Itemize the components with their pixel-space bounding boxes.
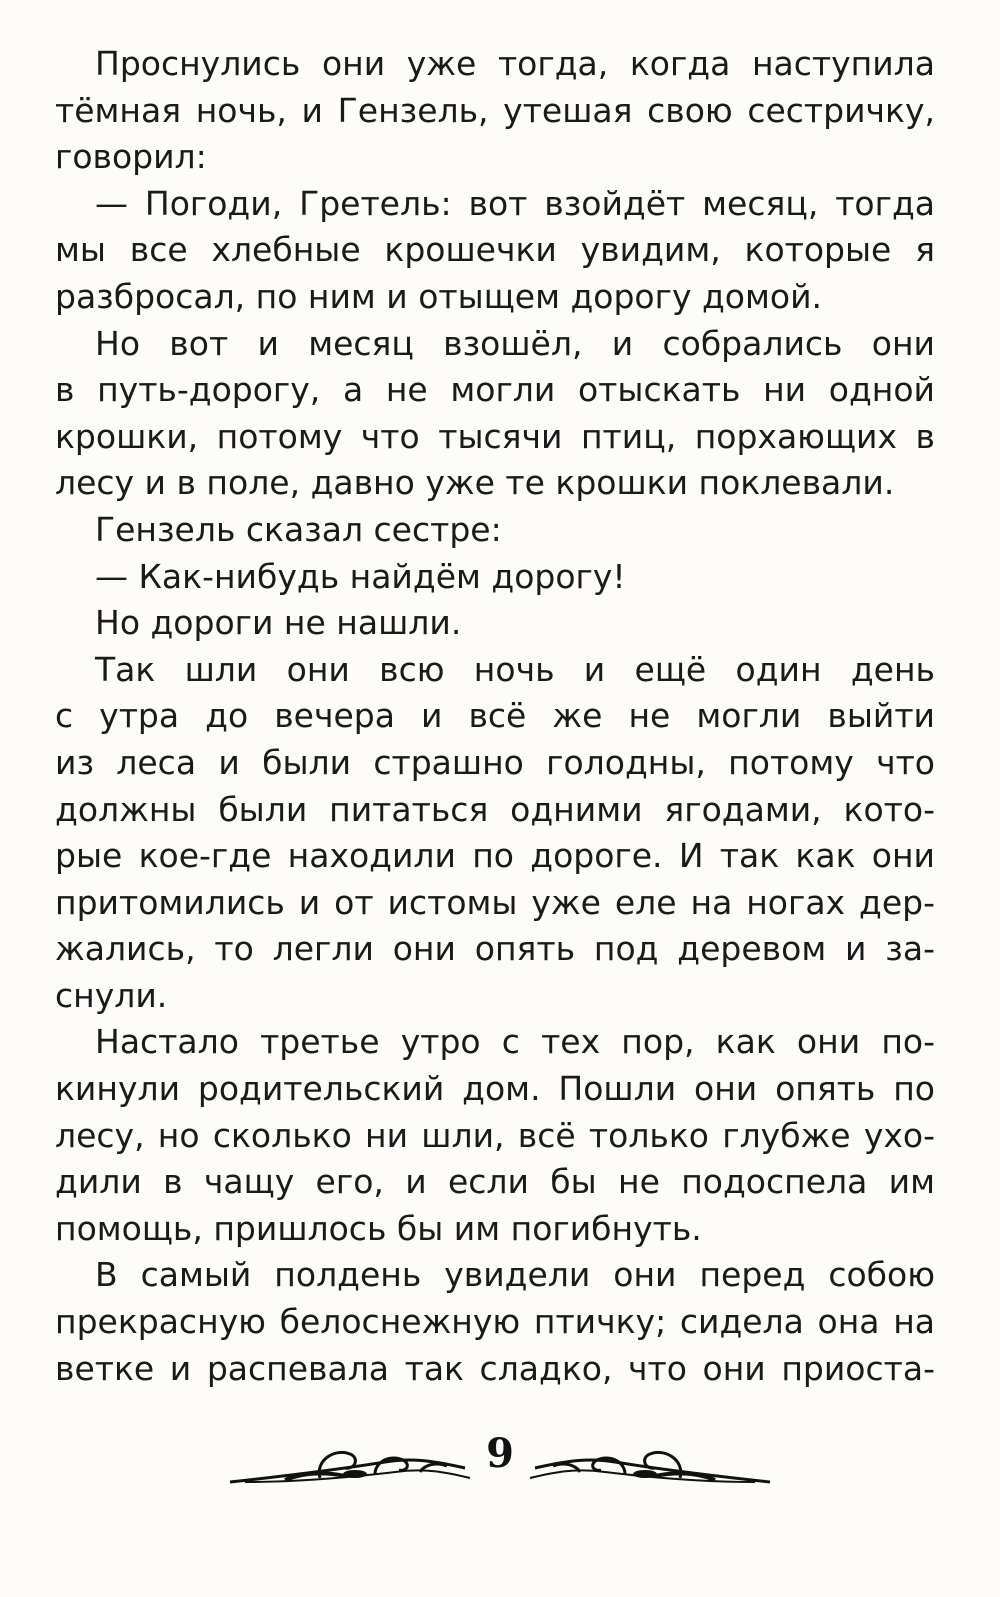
left-flourish-icon: [225, 1438, 475, 1488]
text-line: прекрасную белоснежную птичку; сидела она на: [55, 1302, 935, 1342]
text-line: Проснулись они уже тогда, когда наступила: [95, 44, 935, 83]
text-line: лесу и в поле, давно уже те крошки поклевали.: [55, 463, 895, 503]
text-line: притомились и от истомы уже еле на ногах дер-: [55, 882, 935, 922]
text-line: снули.: [55, 975, 168, 1015]
page-footer: [0, 1428, 1000, 1508]
text-line: говорил:: [55, 137, 207, 177]
text-line: тёмная ночь, и Гензель, утешая свою сестричку,: [55, 90, 935, 130]
text-line: с утра до вечера и всё же не могли выйти: [55, 696, 935, 736]
text-line: жались, то легли они опять под деревом и за-: [55, 929, 935, 969]
text-line: из леса и были страшно голодны, потому что: [55, 742, 935, 782]
text-line: крошки, потому что тысячи птиц, порхающих в: [55, 416, 935, 456]
page-number: 9: [486, 1430, 514, 1477]
text-line: В самый полдень увидели они перед собою: [95, 1255, 935, 1295]
text-line: Но дороги не нашли.: [95, 603, 462, 643]
text-line: рые кое-где находили по дороге. И так как они: [55, 836, 935, 876]
text-line: кинули родительский дом. Пошли они опять по: [55, 1069, 935, 1109]
text-line: мы все хлебные крошечки увидим, которые я: [55, 230, 935, 270]
text-line: Гензель сказал сестре:: [95, 509, 502, 549]
text-line: разбросал, по ним и отыщем дорогу домой.: [55, 276, 823, 316]
text-line: помощь, пришлось бы им погибнуть.: [55, 1208, 702, 1248]
text-line: лесу, но сколько ни шли, всё только глубже ухо-: [55, 1115, 935, 1155]
text-line: Настало третье утро с тех пор, как они по-: [95, 1022, 935, 1062]
text-line: — Погоди, Гретель: вот взойдёт месяц, тогда: [95, 183, 935, 223]
text-line: в путь-дорогу, а не могли отыскать ни одной: [55, 370, 935, 410]
text-line: должны были питаться одними ягодами, кото-: [55, 789, 935, 829]
text-line: ветке и распевала так сладко, что они приоста-: [55, 1348, 935, 1388]
text-line: дили в чащу его, и если бы не подоспела им: [55, 1162, 935, 1202]
text-line: — Как-нибудь найдём дорогу!: [95, 556, 626, 596]
body-text: [55, 41, 935, 1392]
text-line: Так шли они всю ночь и ещё один день: [95, 649, 935, 689]
text-line: Но вот и месяц взошёл, и собрались они: [95, 323, 935, 363]
right-flourish-icon: [525, 1438, 775, 1488]
